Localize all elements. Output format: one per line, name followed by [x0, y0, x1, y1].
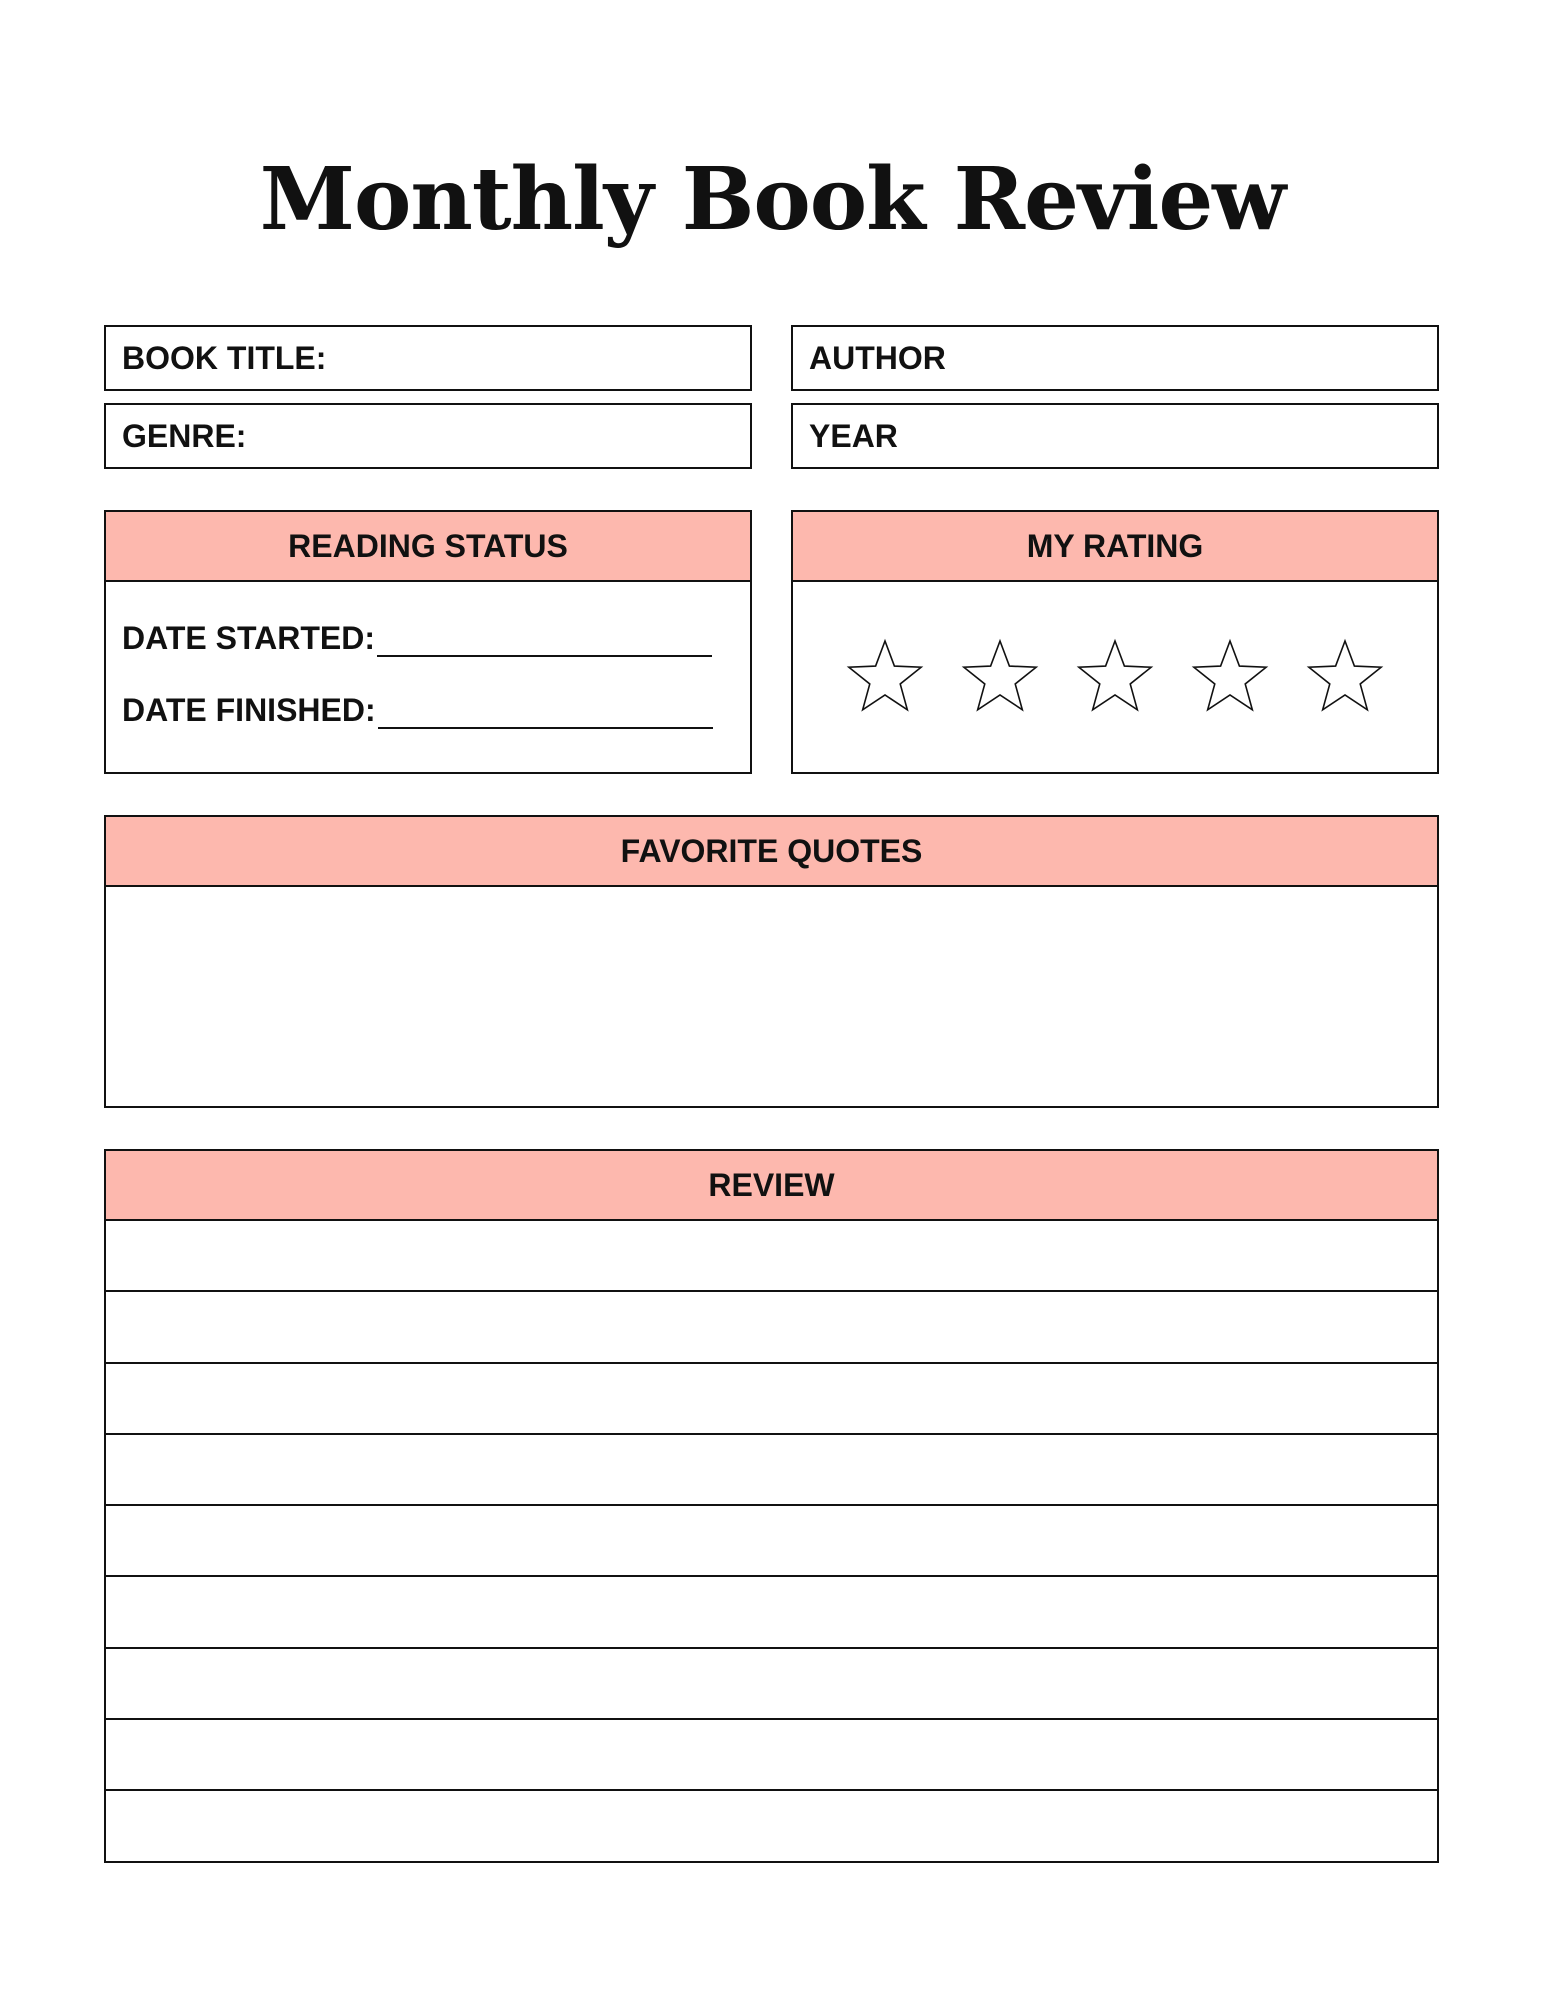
star-outline-icon[interactable]	[960, 637, 1040, 717]
favorite-quotes-area[interactable]	[106, 887, 1437, 1108]
review-line[interactable]	[106, 1577, 1437, 1648]
review-line[interactable]	[106, 1364, 1437, 1435]
reading-status-section	[104, 510, 752, 774]
review-header: REVIEW	[106, 1151, 1437, 1221]
review-line[interactable]	[106, 1506, 1437, 1577]
review-line[interactable]	[106, 1435, 1437, 1506]
date-started-row	[122, 620, 712, 657]
date-started-input[interactable]	[377, 621, 712, 657]
star-outline-icon[interactable]	[1075, 637, 1155, 717]
favorite-quotes-header: FAVORITE QUOTES	[106, 817, 1437, 887]
rating-section	[791, 510, 1439, 774]
favorite-quotes-section	[104, 815, 1439, 1108]
year-label: YEAR	[809, 417, 898, 454]
review-line[interactable]	[106, 1221, 1437, 1292]
book-title-field[interactable]	[104, 325, 752, 391]
star-outline-icon[interactable]	[1190, 637, 1270, 717]
date-finished-row	[122, 692, 713, 729]
author-field[interactable]	[791, 325, 1439, 391]
author-label: AUTHOR	[809, 339, 946, 376]
book-title-label: BOOK TITLE:	[122, 339, 327, 376]
reading-status-header: READING STATUS	[106, 512, 750, 582]
genre-label: GENRE:	[122, 417, 247, 454]
year-field[interactable]	[791, 403, 1439, 469]
date-finished-input[interactable]	[378, 693, 713, 729]
review-line[interactable]	[106, 1791, 1437, 1862]
review-line[interactable]	[106, 1720, 1437, 1791]
rating-stars	[793, 582, 1437, 772]
review-section	[104, 1149, 1439, 1863]
date-finished-label: DATE FINISHED:	[122, 692, 376, 728]
star-outline-icon[interactable]	[1305, 637, 1385, 717]
review-line[interactable]	[106, 1649, 1437, 1720]
date-started-label: DATE STARTED:	[122, 620, 376, 656]
review-lines	[106, 1221, 1437, 1863]
star-outline-icon[interactable]	[845, 637, 925, 717]
page-title: Monthly Book Review	[259, 149, 1286, 250]
rating-header: MY RATING	[793, 512, 1437, 582]
review-line[interactable]	[106, 1292, 1437, 1363]
genre-field[interactable]	[104, 403, 752, 469]
